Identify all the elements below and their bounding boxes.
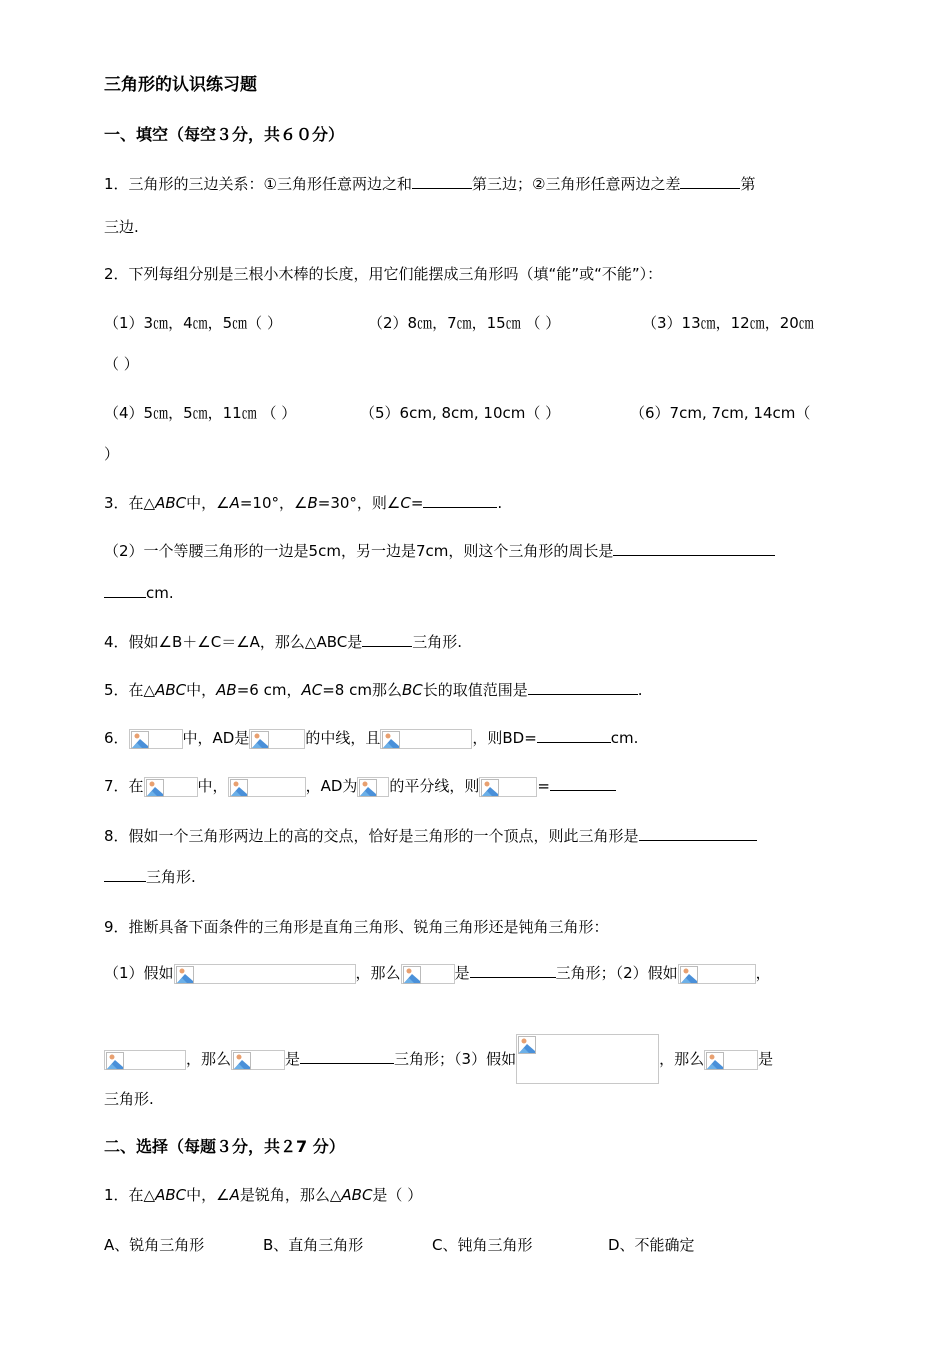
q2-row2-a: （4）5㎝，5㎝，11㎝ （ ） bbox=[104, 404, 297, 422]
q4-text-b: 三角形. bbox=[412, 633, 462, 651]
q2-row2-b: （5）6cm, 8cm, 10cm（ ） bbox=[360, 404, 561, 422]
broken-image-icon bbox=[144, 777, 198, 797]
page-title: 三角形的认识练习题 bbox=[104, 75, 257, 95]
broken-image-icon bbox=[479, 777, 537, 797]
q3-text-f: . bbox=[497, 494, 503, 512]
broken-image-icon bbox=[129, 729, 183, 749]
question-9-line-2 bbox=[104, 1034, 773, 1084]
q5-text-f: . bbox=[637, 681, 643, 699]
broken-image-icon bbox=[401, 964, 455, 984]
q3-text-e: = bbox=[410, 494, 424, 512]
q3-text-c: =10°，∠ bbox=[239, 494, 308, 512]
q9-l2-text-a: ，那么 bbox=[186, 1050, 232, 1068]
q9-l1-text-e: ， bbox=[755, 964, 771, 982]
q9-l1-text-c: 是 bbox=[454, 964, 470, 982]
question-3b-line-2 bbox=[104, 582, 174, 604]
q9-l2-text-d: ，那么 bbox=[659, 1050, 705, 1068]
q2-row1-b: （2）8㎝，7㎝，15㎝ （ ） bbox=[368, 314, 561, 332]
q3b-text-a: （2）一个等腰三角形的一边是5cm，另一边是7cm，则这个三角形的周长是 bbox=[104, 542, 614, 560]
c1-text-d: 是（ ） bbox=[372, 1186, 423, 1204]
question-2-intro: 2．下列每组分别是三根小木棒的长度，用它们能摆成三角形吗（填“能”或“不能”）： bbox=[104, 265, 663, 283]
question-7 bbox=[104, 775, 616, 797]
q1-text-b: 第三边；②三角形任意两边之差 bbox=[472, 175, 681, 193]
choice-option-d[interactable]: D、不能确定 bbox=[608, 1236, 695, 1254]
q8-blank[interactable] bbox=[639, 826, 757, 841]
q6-text-a: 6． bbox=[104, 729, 129, 747]
q9-l2-text-e: 是 bbox=[758, 1050, 774, 1068]
question-3 bbox=[104, 492, 502, 514]
q1-blank-1[interactable] bbox=[412, 174, 472, 189]
c1-text-c: 是锐角，那么△ bbox=[239, 1186, 342, 1204]
q2-row1-c: （3）13㎝，12㎝，20㎝ bbox=[642, 314, 814, 332]
broken-image-icon bbox=[174, 964, 356, 984]
c1-text-b: 中，∠ bbox=[186, 1186, 230, 1204]
section-heading-multiple-choice: 二、选择（每题３分，共２7 分） bbox=[104, 1137, 345, 1156]
q5-side-ab: AB bbox=[216, 681, 237, 699]
q6-text-e: cm. bbox=[610, 729, 639, 747]
q9-line-3: 三角形. bbox=[104, 1090, 154, 1108]
choice-option-c[interactable]: C、钝角三角形 bbox=[432, 1236, 533, 1254]
c1-triangle-abc-2: ABC bbox=[341, 1186, 373, 1204]
q6-text-c: 的中线，且 bbox=[305, 729, 381, 747]
broken-image-icon bbox=[704, 1050, 758, 1070]
q1-blank-2[interactable] bbox=[680, 174, 740, 189]
question-8-line-1 bbox=[104, 825, 757, 847]
choice-option-a[interactable]: A、锐角三角形 bbox=[104, 1236, 205, 1254]
q7-text-d: 的平分线，则 bbox=[389, 777, 480, 795]
q9-l1-text-d: 三角形；（2）假如 bbox=[555, 964, 678, 982]
question-8-line-2 bbox=[104, 866, 196, 888]
question-4 bbox=[104, 631, 462, 653]
q3-angle-b: B bbox=[307, 494, 318, 512]
q5-text-a: 5．在△ bbox=[104, 681, 156, 699]
q9-l2-text-c: 三角形；（3）假如 bbox=[394, 1050, 517, 1068]
section-heading-fill-in: 一、填空（每空３分，共６０分） bbox=[104, 125, 345, 144]
q2-row1-continued: （ ） bbox=[104, 355, 139, 373]
q6-text-b: 中，AD是 bbox=[182, 729, 250, 747]
c1-triangle-abc: ABC bbox=[155, 1186, 187, 1204]
q3b-blank-cont[interactable] bbox=[104, 583, 146, 598]
q7-text-c: ，AD为 bbox=[305, 777, 358, 795]
q7-text-b: 中， bbox=[197, 777, 228, 795]
broken-image-icon bbox=[228, 777, 306, 797]
q4-blank[interactable] bbox=[362, 632, 412, 647]
q1-text-a: 1．三角形的三边关系：①三角形任意两边之和 bbox=[104, 175, 412, 193]
q8-text-b: 三角形. bbox=[146, 868, 196, 886]
q9-l1-text-a: （1）假如 bbox=[104, 964, 174, 982]
q3-triangle-abc: ABC bbox=[155, 494, 187, 512]
q5-side-bc: BC bbox=[401, 681, 423, 699]
question-5 bbox=[104, 679, 643, 701]
question-1-line-1 bbox=[104, 173, 755, 195]
q5-side-ac: AC bbox=[301, 681, 323, 699]
q7-blank[interactable] bbox=[550, 776, 616, 791]
question-9-intro: 9．推断具备下面条件的三角形是直角三角形、锐角三角形还是钝角三角形： bbox=[104, 918, 609, 936]
broken-image-icon bbox=[357, 777, 389, 797]
q6-text-d: ，则BD= bbox=[472, 729, 537, 747]
q2-row1-a: （1）3㎝，4㎝，5㎝（ ） bbox=[104, 314, 282, 332]
question-6 bbox=[104, 727, 638, 749]
q6-blank[interactable] bbox=[537, 728, 611, 743]
question-3b-line-1 bbox=[104, 540, 775, 562]
q9-blank-2[interactable] bbox=[300, 1049, 394, 1064]
broken-image-icon bbox=[678, 964, 756, 984]
q8-text-a: 8．假如一个三角形两边上的高的交点，恰好是三角形的一个顶点，则此三角形是 bbox=[104, 827, 639, 845]
q1-text-d: 三边. bbox=[104, 218, 139, 236]
broken-image-icon bbox=[249, 729, 305, 749]
q9-blank-1[interactable] bbox=[470, 963, 556, 978]
c1-angle-a: A bbox=[229, 1186, 240, 1204]
q5-triangle-abc: ABC bbox=[155, 681, 187, 699]
q3b-blank[interactable] bbox=[613, 541, 775, 556]
q3-text-a: 3．在△ bbox=[104, 494, 156, 512]
q3-angle-a: A bbox=[229, 494, 240, 512]
q3-blank[interactable] bbox=[423, 493, 497, 508]
q9-l1-text-b: ，那么 bbox=[355, 964, 401, 982]
q5-text-b: 中， bbox=[186, 681, 217, 699]
q3-angle-c: C bbox=[400, 494, 411, 512]
question-9-line-1 bbox=[104, 962, 771, 984]
q5-text-e: 长的取值范围是 bbox=[422, 681, 528, 699]
choice-option-b[interactable]: B、直角三角形 bbox=[263, 1236, 364, 1254]
q2-row2-continued: ） bbox=[104, 445, 120, 463]
q1-text-c: 第 bbox=[740, 175, 756, 193]
q5-text-d: =8 cm那么 bbox=[322, 681, 402, 699]
q4-text-a: 4．假如∠B＋∠C＝∠A，那么△ABC是 bbox=[104, 633, 363, 651]
q7-text-a: 7．在 bbox=[104, 777, 144, 795]
q3-text-d: =30°，则∠ bbox=[317, 494, 401, 512]
q2-row2-c: （6）7cm, 7cm, 14cm（ bbox=[630, 404, 811, 422]
q8-blank-cont[interactable] bbox=[104, 867, 146, 882]
broken-image-icon bbox=[516, 1034, 659, 1084]
broken-image-icon bbox=[104, 1050, 186, 1070]
q5-text-c: =6 cm， bbox=[236, 681, 302, 699]
q3b-text-b: cm. bbox=[146, 584, 174, 602]
broken-image-icon bbox=[380, 729, 472, 749]
c1-text-a: 1．在△ bbox=[104, 1186, 156, 1204]
q5-blank[interactable] bbox=[528, 680, 638, 695]
q7-text-e: = bbox=[537, 777, 550, 795]
q3-text-b: 中，∠ bbox=[186, 494, 230, 512]
choice-question-1 bbox=[104, 1184, 422, 1206]
broken-image-icon bbox=[231, 1050, 285, 1070]
q9-l2-text-b: 是 bbox=[285, 1050, 301, 1068]
